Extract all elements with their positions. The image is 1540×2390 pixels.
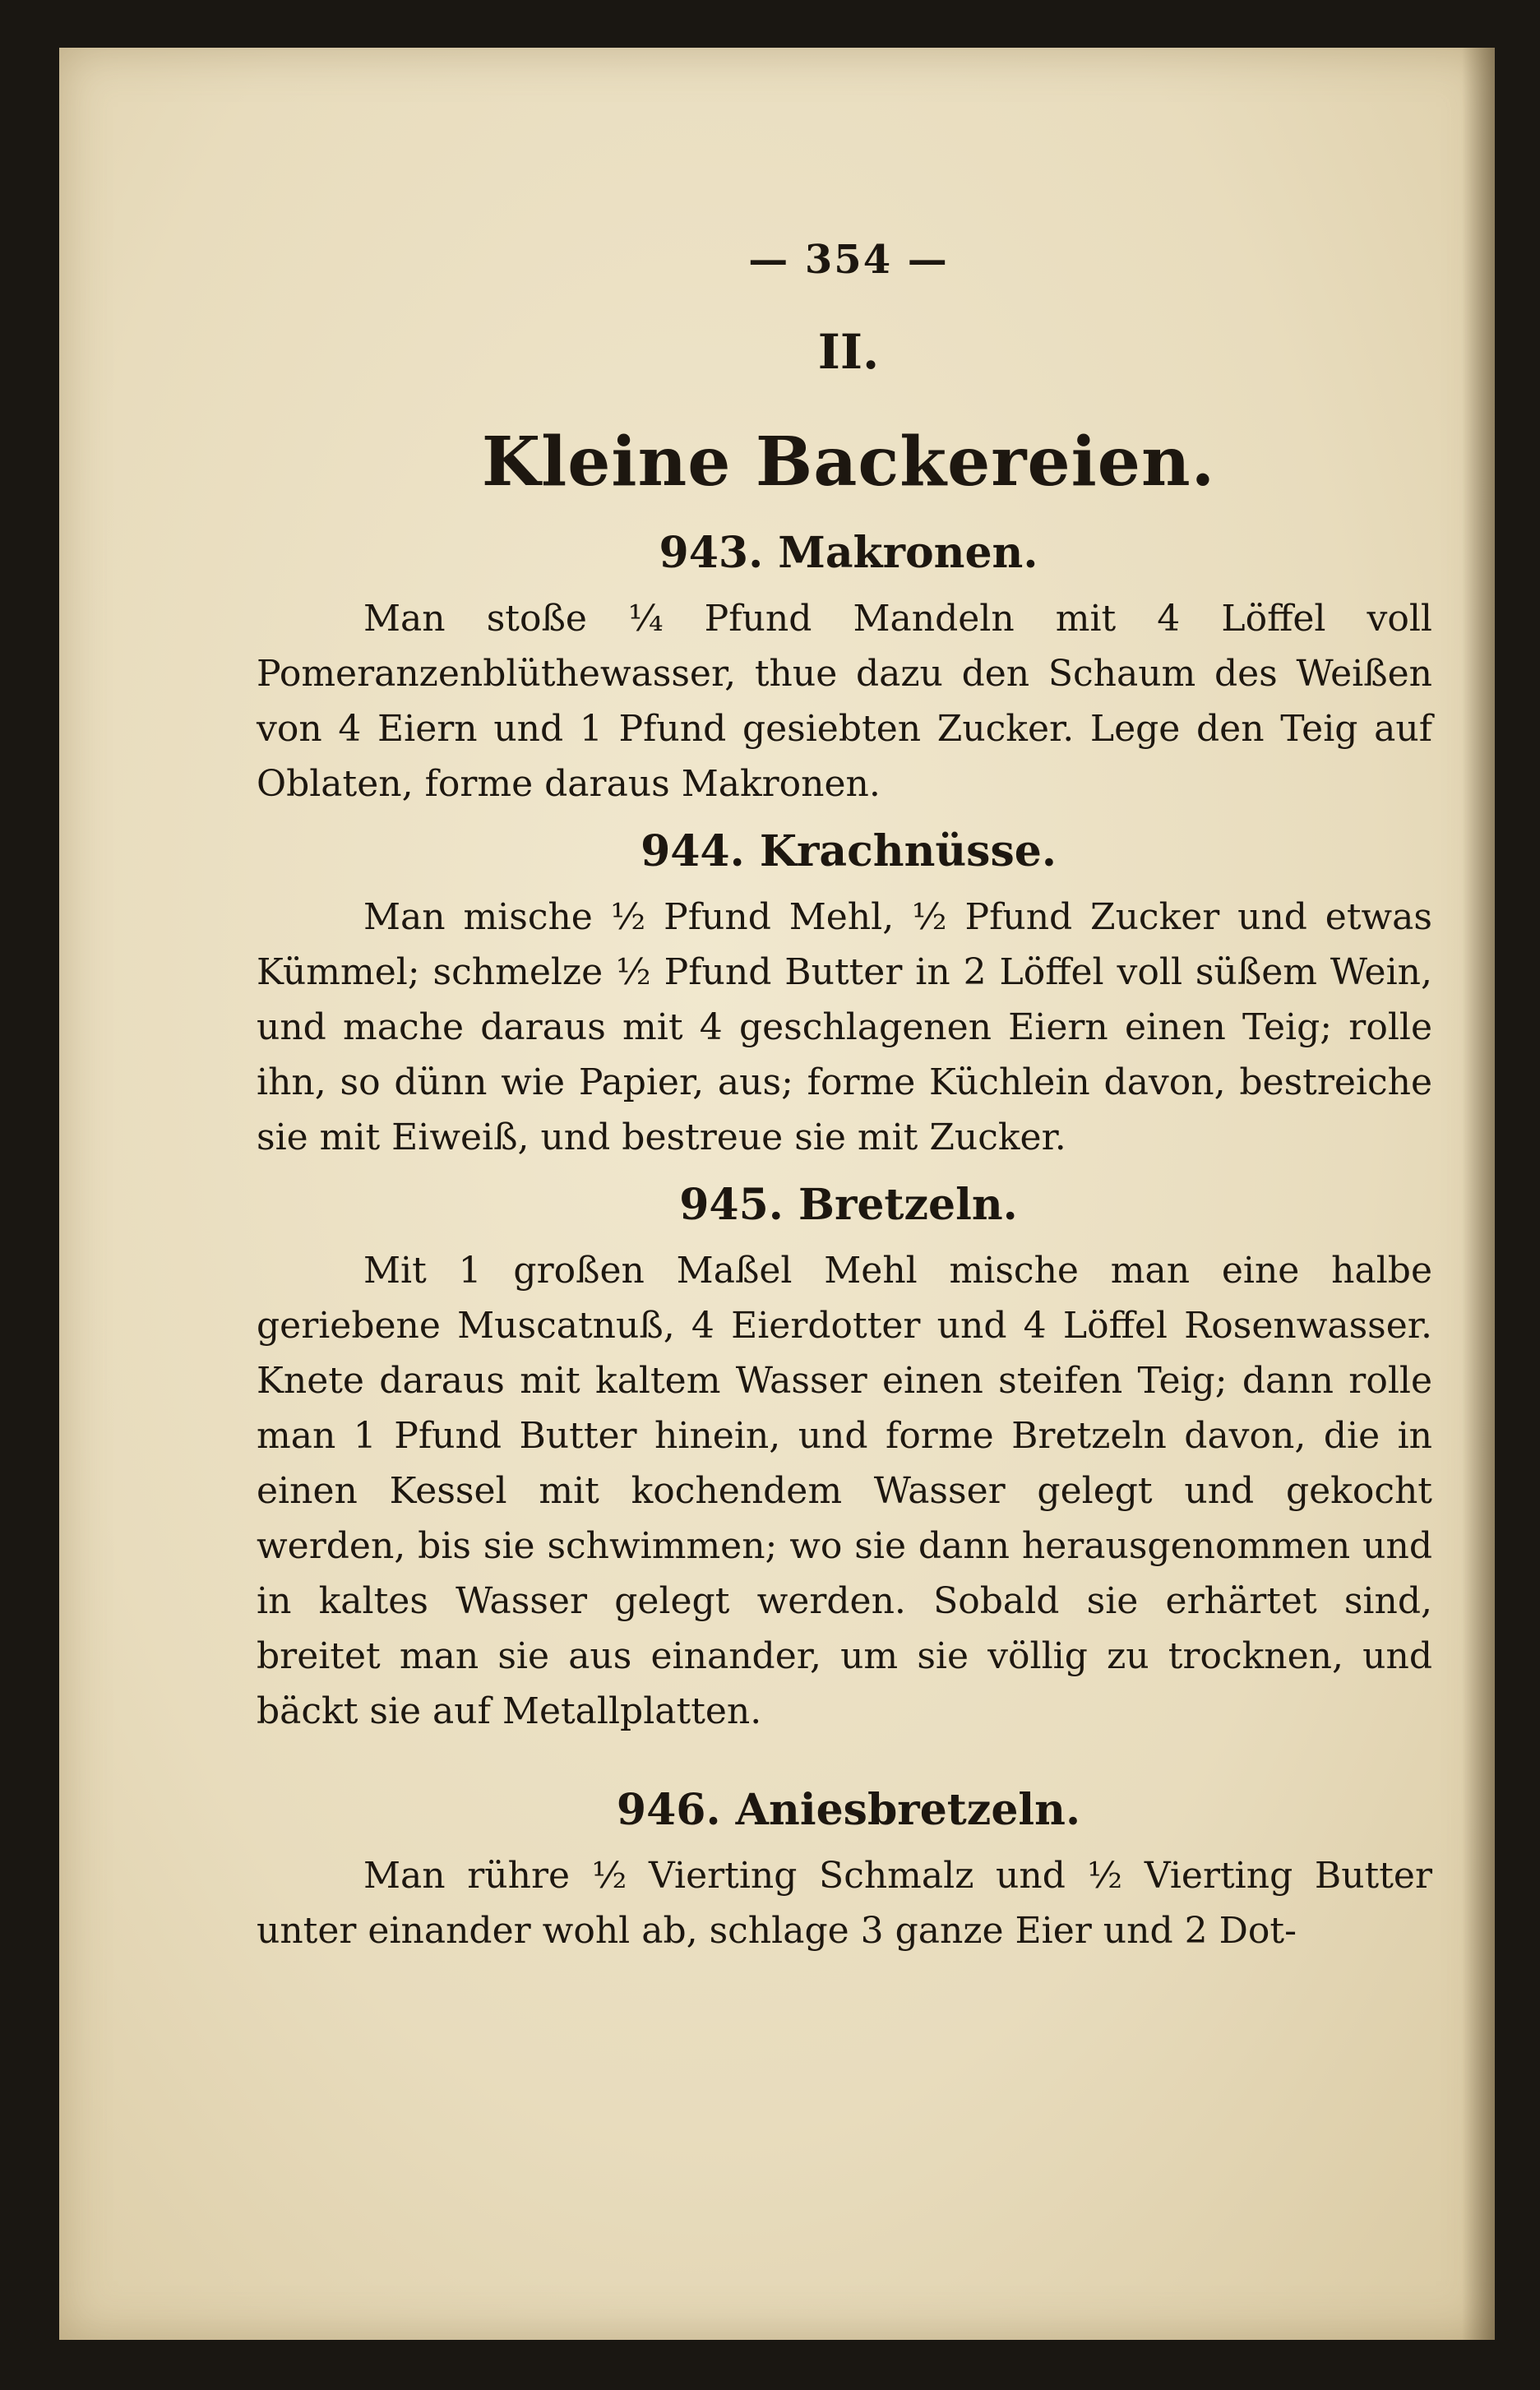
recipe-944 — [257, 826, 1441, 1165]
recipe-heading: 944. Krachnüsse. — [641, 826, 1057, 876]
recipe-text: Man rühre ½ Vierting Schmalz und ½ Vierting Butter unter einander wohl ab, schlage 3 ganze Eier und 2 Dot- — [257, 1855, 1432, 1952]
section-number: II. — [817, 324, 880, 380]
recipe-text: Mit 1 großen Maßel Mehl mische man eine halbe geriebene Muscatnuß, 4 Eierdotter und 4 Löffel Rosenwasser. Knete daraus mit kaltem Wasser einen steifen Teig; dann rolle man 1 Pfund Butter hinein, und forme Bretzeln davon, die in einen Kessel mit kochendem Wasser gelegt und gekocht werden, bis sie schwimmen; wo sie dann herausgenommen und in kaltes Wasser gelegt werden. Sobald sie erhärtet sind, breitet man sie aus einander, um sie völlig zu trocknen, und bäckt sie auf Metallplatten. — [257, 1250, 1432, 1732]
recipe-text: Man stoße ¼ Pfund Mandeln mit 4 Löffel voll Pomeranzenblüthewasser, thue dazu den Schaum des Weißen von 4 Eiern und 1 Pfund gesiebten Zucker. Lege den Teig auf Oblaten, forme daraus Makronen. — [257, 598, 1432, 805]
page-spine-shadow — [1462, 48, 1495, 2340]
chapter-title: Kleine Backereien. — [481, 423, 1216, 502]
page-content — [257, 187, 1441, 1958]
page-number: — 354 — — [748, 237, 949, 283]
recipe-text: Man mische ½ Pfund Mehl, ½ Pfund Zucker und etwas Kümmel; schmelze ½ Pfund Butter in 2 Löffel voll süßem Wein, und mache daraus mit 4 geschlagenen Eiern einen Teig; rolle ihn, so dünn wie Papier, aus; forme Küchlein davon, bestreiche sie mit Eiweiß, und bestreue sie mit Zucker. — [257, 896, 1432, 1158]
recipe-heading: 945. Bretzeln. — [679, 1180, 1018, 1230]
recipe-943 — [257, 528, 1441, 811]
recipe-946 — [257, 1785, 1441, 1958]
recipe-heading: 946. Aniesbretzeln. — [616, 1785, 1081, 1835]
book-page — [59, 48, 1495, 2340]
recipe-heading: 943. Makronen. — [659, 528, 1038, 578]
recipe-945 — [257, 1180, 1441, 1739]
